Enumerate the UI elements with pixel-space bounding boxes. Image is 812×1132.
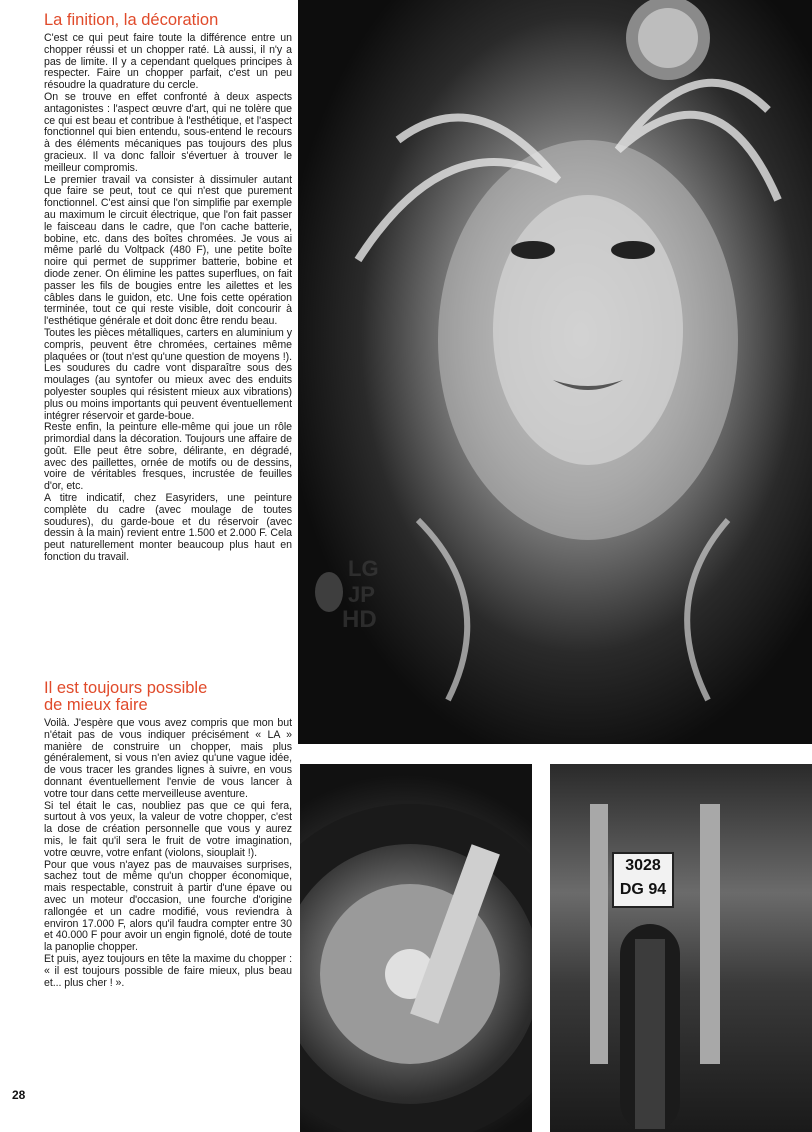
- face-silhouette-icon: [312, 566, 346, 626]
- paragraph: On se trouve en effet confronté à deux aspects antagonistes : l'aspect œuvre d'art, qui ne tolère que ce qui est beau et contribue à l'esthétique, et l'aspect fonctionnel qui bien entendu, sous-entend le recours à des éléments mécaniques pas toujours des plus gracieux. Il va donc falloir s'évertuer à trouver le meilleur compromis.: [44, 90, 292, 174]
- wheel-artwork: [300, 764, 532, 1132]
- watermark-logo: [312, 556, 392, 636]
- paragraph: A titre indicatif, chez Easyriders, une peinture complète du cadre (avec moulage de toutes soudures), du garde-boue et du réservoir (avec dessin à la main) revient entre 1.500 et 2.000 F. Cela peut naturellement monter beaucoup plus haut en fonction du travail.: [44, 492, 292, 564]
- section-heading: La finition, la décoration: [44, 11, 219, 29]
- paragraph: Reste enfin, la peinture elle-même qui joue un rôle primordial dans la décoration. Toujours une affaire de goût. Elle peut être sobre, délirante, en dégradé, avec des paillettes, ornée de motifs ou de dessins, voire de véritables fresques, incrustée de feuilles d'or, etc.: [44, 421, 292, 493]
- paragraph: Pour que vous n'ayez pas de mauvaises surprises, sachez tout de même qu'un chopper économique, mais respectable, construit à partir d'une épave ou avec un moteur d'occasion, une fourche d'origine rallongée et un cadre modifié, vous reviendra à environ 17.000 F, alors qu'il faudra compter entre 30 et 40.000 F pour avoir un engin fignolé, doté de toute la panoplie chopper.: [44, 858, 292, 954]
- plate-line: DG 94: [619, 881, 667, 898]
- watermark-text: HD: [342, 606, 377, 633]
- paragraph: C'est ce qui peut faire toute la différence entre un chopper réussi et un chopper raté. Là aussi, il n'y a pas de limite. Il y a cependant quelques principes à respecter. Faire un chopper parfait, c'est un peu résoudre la quadrature du cercle.: [44, 32, 292, 92]
- watermark-text: LG: [348, 556, 379, 581]
- photo-front-wheel: [300, 764, 532, 1132]
- paragraph: Le premier travail va consister à dissimuler autant que faire se peut, tout ce qui n'est que purement fonctionnel. C'est ainsi que l'on simplifie par exemple au maximum le circuit électrique, que l'on fait passer le faisceau dans le cadre, que l'on cache batterie, bobine, etc. dans des boîtes chromées. Je vous ai même parlé du Voltpack (480 F), une petite boîte noire qui permet de supprimer batterie, bobine et diode zener. On élimine les pattes superflues, on fait passer les fils de bougies entre les ailettes et les câbles dans le guidon, etc. Une fois cette opération terminée, tout ce qui reste visible, doit concourir à l'esthétique générale et doit donc être rendu beau.: [44, 173, 292, 328]
- plate-line: 3028: [625, 857, 661, 874]
- heading-line: Il est toujours possible: [44, 679, 208, 697]
- page-number: 28: [12, 1088, 26, 1102]
- heading-line: de mieux faire: [44, 696, 148, 714]
- watermark-text: JP: [348, 582, 375, 607]
- paragraph: Et puis, ayez toujours en tête la maxime du chopper : « il est toujours possible de faire mieux, plus beau et... plus cher ! ».: [44, 952, 292, 989]
- photo-rear-wheel: [550, 764, 812, 1132]
- paragraph: Voilà. J'espère que vous avez compris que mon but n'était pas de vous indiquer précisément « LA » manière de construire un chopper, mais plus généralement, si vous n'en aviez qu'une vague idée, de vous tracer les grandes lignes à suivre, en vous donnant éventuellement l'envie de vous lancer à votre tour dans cette merveilleuse aventure.: [44, 717, 292, 800]
- rear-wheel-artwork: [550, 764, 812, 1132]
- article-section-mieux-faire: [44, 680, 292, 989]
- paragraph: Toutes les pièces métalliques, carters en aluminium y compris, peuvent être chromées, certaines même plaquées or (tout n'est qu'une question de moyens !). Les soudures du cadre vont disparaître sous des moulages (au syntofer ou mieux avec des enduits polyester souples qui résistent mieux aux vibrations) plus ou moins importants qui peuvent éventuellement intégrer réservoir et garde-boue.: [44, 326, 292, 422]
- article-section-finition: [44, 12, 292, 564]
- paragraph: Si tel était le cas, noubliez pas que ce qui fera, surtout à vos yeux, la valeur de votre chopper, c'est la dose de création personnelle que vous y aurez mis, le fait qu'il sera le fruit de votre imagination, votre œuvre, votre enfant (violons, siouplait !).: [44, 799, 292, 859]
- license-plate: [612, 852, 674, 908]
- section-heading: [44, 680, 292, 714]
